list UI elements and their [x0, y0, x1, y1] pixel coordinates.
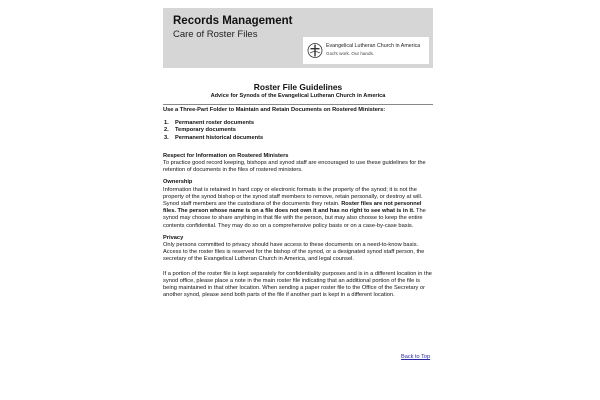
- back-to-top-link[interactable]: Back to Top: [401, 354, 431, 360]
- page: [163, 8, 433, 392]
- header-subtitle: Care of Roster Files: [173, 29, 258, 40]
- document-title: Roster File Guidelines: [253, 82, 343, 92]
- header-title: Records Management: [173, 15, 293, 27]
- list-item: 2. Temporary documents: [164, 127, 236, 134]
- logo-tagline: God's work. Our hands.: [326, 51, 375, 56]
- list-item: 1. Permanent roster documents: [164, 120, 255, 127]
- intro-heading: Use a Three-Part Folder to Maintain and Retain Documents on Rostered Ministers:: [163, 107, 386, 113]
- respect-heading: Respect for Information on Rostered Ministers: [163, 152, 289, 159]
- folder-parts-list: [163, 120, 433, 142]
- ownership-heading: Ownership: [163, 179, 193, 186]
- cross-logo-icon: [307, 42, 323, 59]
- elca-logo[interactable]: [303, 37, 429, 64]
- document-body: [163, 107, 433, 299]
- logo-name: Evangelical Lutheran Church in America: [326, 43, 421, 49]
- privacy-text: Only persons committed to privacy should have access to these documents on a need-to-know basis. Access to the roster files is reserved for the bishop of the synod, or a designated synod staff person, the secretary of the Evangelical Lutheran Church in America, and legal counsel.: [163, 242, 425, 263]
- ownership-text: Information that is retained in hard copy or electronic formats is the property of the synod; it is not the property of the synod bishop or the synod staff members to remove, retain personally, or destroy at will. Synod staff members are the custodians of the documents they retain. Roster files are not personnel files. The person whose name is on a file does not own it and has no right to see what is in it. The synod may choose to share anything in that file with the person, but may also choose to keep the entire contents confidential. They may do so on a comprehensive policy basis or on a case-by-case basis.: [163, 186, 426, 229]
- respect-text: To practice good record keeping, bishops and synod staff are encouraged to use these guidelines for the retention of documents in the files of rostered ministers.: [163, 160, 426, 174]
- page-header: [163, 8, 433, 68]
- privacy-heading: Privacy: [163, 234, 184, 241]
- document-subtitle: Advice for Synods of the Evangelical Lutheran Church in America: [210, 93, 386, 99]
- list-item: 3. Permanent historical documents: [164, 134, 264, 141]
- privacy-text-2: If a portion of the roster file is kept separately for confidentiality purposes and is in a different location in the synod office, please place a note in the main roster file indicating that an additional portion of the file is being maintained in that other location. When sending a paper roster file to the Office of the Secretary or another synod, please send both parts of the file if another part is kept in a different location.: [163, 270, 432, 299]
- divider: [163, 104, 433, 105]
